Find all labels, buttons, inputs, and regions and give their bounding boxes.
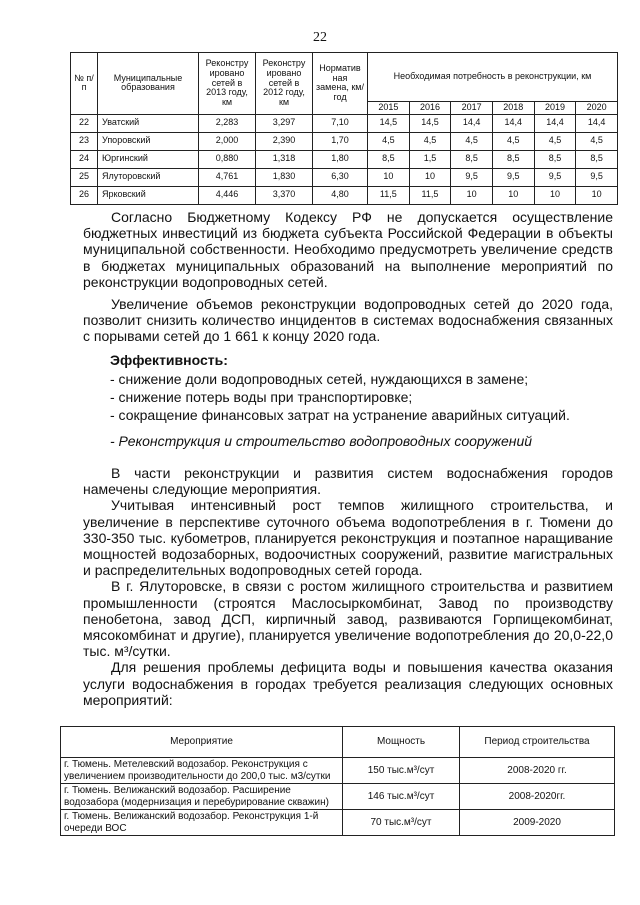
row-municipality: Ярковский [98,186,199,204]
table-row [61,758,615,784]
table-row [61,784,615,810]
row-year-value: 11,5 [368,186,410,204]
header-year: 2020 [576,102,618,115]
row-year-value: 4,5 [492,132,534,150]
row-norm: 1,70 [313,132,368,150]
header-year: 2015 [368,102,410,115]
row-power: 150 тыс.м³/сут [343,758,460,784]
row-year-value: 9,5 [492,168,534,186]
row-recon-2013: 4,761 [199,168,256,186]
row-year-value: 14,4 [576,114,618,132]
list-item: - сокращение финансовых затрат на устранение аварийных ситуаций. [110,407,570,423]
intro-paragraphs [83,209,613,345]
row-year-value: 9,5 [451,168,493,186]
row-year-value: 8,5 [492,150,534,168]
header-period: Период строительства [460,727,615,758]
page-number: 22 [313,30,327,45]
row-year-value: 14,5 [368,114,410,132]
table-row [71,114,618,132]
row-number: 24 [71,150,98,168]
row-recon-2013: 2,283 [199,114,256,132]
header-municipality: Муниципальные образования [98,53,199,115]
row-year-value: 11,5 [409,186,451,204]
row-municipality: Упоровский [98,132,199,150]
row-number: 22 [71,114,98,132]
row-event: г. Тюмень. Велижанский водозабор. Расширение водозабора (модернизация и перебурирование скважин) [61,784,343,810]
reconstruction-table [70,52,618,205]
row-year-value: 8,5 [451,150,493,168]
row-event: г. Тюмень. Метелевский водозабор. Реконструкция с увеличением производительности до 200,0 тыс. м3/сутки [61,758,343,784]
paragraph-budget-code: Согласно Бюджетному Кодексу РФ не допускается осуществление бюджетных инвестиций из бюджета субъекта Российской Федерации в объекты муниципальной собственности. Необходимо предусмотреть увеличение средств в бюджетах муниципальных образований на выполнение мероприятий по реконструкции водопроводных сетей. [83,209,613,290]
row-norm: 6,30 [313,168,368,186]
row-year-value: 10 [451,186,493,204]
row-recon-2012: 1,830 [256,168,313,186]
section-subheading: - Реконструкция и строительство водопроводных сооружений [110,433,533,449]
list-item: - снижение потерь воды при транспортировке; [110,389,413,405]
table-row [61,810,615,836]
row-period: 2008-2020 гг. [460,758,615,784]
header-year: 2017 [451,102,493,115]
row-recon-2013: 4,446 [199,186,256,204]
row-year-value: 10 [534,186,576,204]
row-recon-2012: 2,390 [256,132,313,150]
row-year-value: 8,5 [576,150,618,168]
header-year: 2016 [409,102,451,115]
table-row [71,168,618,186]
header-recon-2013: Реконстру ировано сетей в 2013 году, км [199,53,256,115]
row-year-value: 14,4 [492,114,534,132]
row-norm: 4,80 [313,186,368,204]
header-recon-2012: Реконстру ировано сетей в 2012 году, км [256,53,313,115]
row-year-value: 14,4 [534,114,576,132]
row-recon-2012: 3,297 [256,114,313,132]
row-number: 23 [71,132,98,150]
efficiency-list [110,370,615,424]
row-year-value: 10 [368,168,410,186]
row-year-value: 8,5 [534,150,576,168]
row-year-value: 14,5 [409,114,451,132]
header-power: Мощность [343,727,460,758]
row-recon-2012: 3,370 [256,186,313,204]
measures-paragraphs [83,465,613,708]
row-recon-2013: 0,880 [199,150,256,168]
table-row [71,150,618,168]
table-row [71,186,618,204]
row-year-value: 1,5 [409,150,451,168]
paragraph-water-deficit: Для решения проблемы дефицита воды и повышения качества оказания услуги водоснабжения в городах требуется реализация следующих основных мероприятий: [83,659,613,708]
header-norm: Норматив ная замена, км/год [313,53,368,115]
row-period: 2009-2020 [460,810,615,836]
row-year-value: 10 [576,186,618,204]
row-year-value: 4,5 [576,132,618,150]
row-number: 26 [71,186,98,204]
row-municipality: Уватский [98,114,199,132]
row-event: г. Тюмень. Велижанский водозабор. Реконструкция 1-й очереди ВОС [61,810,343,836]
row-number: 25 [71,168,98,186]
efficiency-title: Эффективность: [110,352,228,368]
row-period: 2008-2020гг. [460,784,615,810]
row-year-value: 4,5 [534,132,576,150]
row-norm: 7,10 [313,114,368,132]
row-year-value: 4,5 [409,132,451,150]
row-municipality: Юргинский [98,150,199,168]
row-year-value: 10 [492,186,534,204]
paragraph-yalutorovsk: В г. Ялуторовске, в связи с ростом жилищного строительства и развитием промышленности (строятся Маслосыркомбинат, Завод по производству пенобетона, завод ДСП, кирпичный завод, развиваются Горпищекомбинат, мясокомбинат и другие), планируется увеличение водопотребления до 20,0-22,0 тыс. м³/сутки. [83,578,613,660]
paragraph-tyumen: Учитывая интенсивный рост темпов жилищного строительства, и увеличение в перспективе суточного объема водопотребления в г. Тюмени до 330-350 тыс. кубометров, планируется реконструкция и поэтапное наращивание мощностей водозаборных, водоочистных сооружений, развитие магистральных и распределительных водопроводных сетей города. [83,497,613,579]
row-norm: 1,80 [313,150,368,168]
row-power: 146 тыс.м³/сут [343,784,460,810]
row-year-value: 10 [409,168,451,186]
row-year-value: 8,5 [368,150,410,168]
row-power: 70 тыс.м³/сут [343,810,460,836]
row-year-value: 4,5 [368,132,410,150]
list-item: - снижение доли водопроводных сетей, нуждающихся в замене; [110,371,529,387]
paragraph-incidents: Увеличение объемов реконструкции водопроводных сетей до 2020 года, позволит снизить количество инцидентов в системах водоснабжения связанных с порывами сетей до 1 661 к концу 2020 года. [83,296,613,345]
row-year-value: 9,5 [576,168,618,186]
row-recon-2013: 2,000 [199,132,256,150]
row-year-value: 9,5 [534,168,576,186]
header-need: Необходимая потребность в реконструкции, км [368,53,618,102]
measures-table [60,726,615,836]
row-year-value: 14,4 [451,114,493,132]
header-event: Мероприятие [61,727,343,758]
header-num: № п/п [71,53,98,115]
row-recon-2012: 1,318 [256,150,313,168]
table-row [71,132,618,150]
row-year-value: 4,5 [451,132,493,150]
paragraph-measures-intro: В части реконструкции и развития систем водоснабжения городов намечены следующие мероприятия. [83,465,613,498]
header-year: 2019 [534,102,576,115]
row-municipality: Ялуторовский [98,168,199,186]
header-year: 2018 [492,102,534,115]
